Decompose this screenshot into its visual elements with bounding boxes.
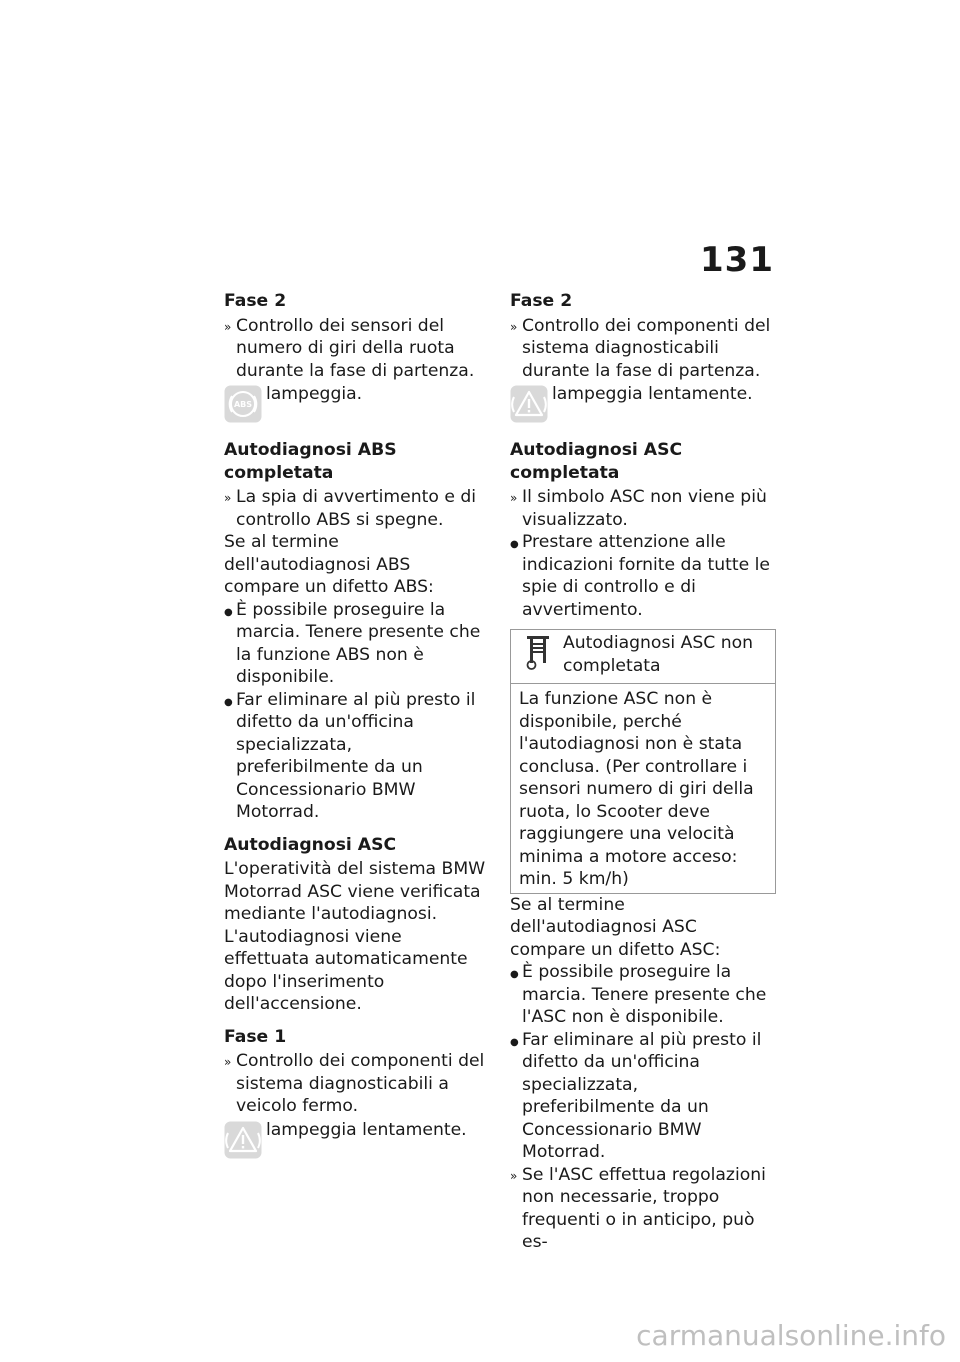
asc-complete-step: » Il simbolo ASC non viene più visualizzato. (510, 487, 767, 530)
arrow-icon: » (510, 319, 518, 334)
abs-warning-light-icon (224, 385, 262, 423)
fase2-step: » Controllo dei sensori del numero di giri della ruota durante la fase di partenza. (224, 315, 475, 381)
bullet-icon: ● (510, 969, 519, 980)
asc-heading: Autodiagnosi ASC (224, 834, 397, 855)
general-warning-light-icon (510, 385, 548, 423)
fase1-icon-text: lampeggia lentamente. (266, 1119, 467, 1140)
fase2-heading-right: Fase 2 (510, 291, 573, 311)
arrow-icon: » (510, 491, 518, 505)
asc-bullet-2: ● Far eliminare al più presto il difetto da un'officina specializzata, preferibilmente da un Concessionario BMW Motorrad. (510, 1029, 762, 1162)
asc-defect-paragraph: Se al termine dell'autodiagnosi ASC compare un difetto ASC: (510, 894, 721, 960)
motorcycle-speedometer-icon (525, 634, 551, 670)
svg-text:ABS: ABS (233, 400, 253, 409)
general-warning-light-icon (224, 1121, 262, 1159)
bullet-icon: ● (224, 606, 233, 618)
fase1-step: » Controllo dei componenti del sistema diagnosticabili a veicolo fermo. (224, 1051, 485, 1116)
fase2-icon-text: lampeggia. (266, 384, 363, 404)
page-number: 131 (700, 240, 774, 280)
fase1-heading: Fase 1 (224, 1026, 287, 1047)
bullet-icon: ● (224, 696, 233, 708)
notice-header (511, 630, 775, 684)
arrow-icon: » (224, 1055, 232, 1069)
arrow-icon: » (510, 1168, 518, 1183)
abs-complete-step: » La spia di avvertimento e di controllo ABS si spegne. (224, 487, 477, 530)
left-column (224, 290, 490, 1165)
watermark: carmanualsonline.info (636, 1319, 946, 1352)
right-column (510, 290, 776, 1254)
fase2-icon-row-right (510, 383, 776, 429)
asc-last-step: » Se l'ASC effettua regolazioni non necessarie, troppo frequenti o in anticipo, può es- (510, 1164, 766, 1252)
notice-body: La funzione ASC non è disponibile, perché l'autodiagnosi non è stata conclusa. (Per controllare i sensori numero di giri della ruota, lo Scooter deve raggiungere una velocità minima a motore acceso: min. 5 km/h) (519, 689, 754, 889)
bullet-icon: ● (510, 539, 519, 550)
fase2-heading: Fase 2 (224, 291, 287, 311)
fase2-icon-text-right: lampeggia lentamente. (552, 384, 753, 404)
bullet-icon: ● (510, 1036, 519, 1048)
arrow-icon: » (224, 319, 232, 334)
arrow-icon: » (224, 491, 232, 505)
attention-bullet: ● Prestare attenzione alle indicazioni fornite da tutte le spie di controllo e di avvertimento. (510, 532, 770, 620)
asc-bullet-1: ● È possibile proseguire la marcia. Tenere presente che l'ASC non è disponibile. (510, 962, 767, 1027)
abs-defect-paragraph: Se al termine dell'autodiagnosi ABS compare un difetto ABS: (224, 532, 434, 597)
fase2-icon-row (224, 383, 490, 429)
fase2-step-right: » Controllo dei componenti del sistema diagnosticabili durante la fase di partenza. (510, 315, 771, 381)
fase1-icon-row (224, 1119, 490, 1165)
notice-title: Autodiagnosi ASC non completata (563, 633, 754, 676)
asc-incomplete-notice (510, 629, 776, 894)
abs-complete-heading: Autodiagnosi ABS completata (224, 440, 397, 483)
abs-bullet-1: ● È possibile proseguire la marcia. Tenere presente che la funzione ABS non è disponibile. (224, 599, 481, 687)
asc-complete-heading: Autodiagnosi ASC completata (510, 440, 683, 483)
abs-bullet-2: ● Far eliminare al più presto il difetto da un'officina specializzata, preferibilmente da un Concessionario BMW Motorrad. (224, 689, 476, 822)
asc-paragraph: L'operatività del sistema BMW Motorrad ASC viene verificata mediante l'autodiagnosi. L'autodiagnosi viene effettuata automaticamente dopo l'inserimento dell'accensione. (224, 859, 486, 1014)
